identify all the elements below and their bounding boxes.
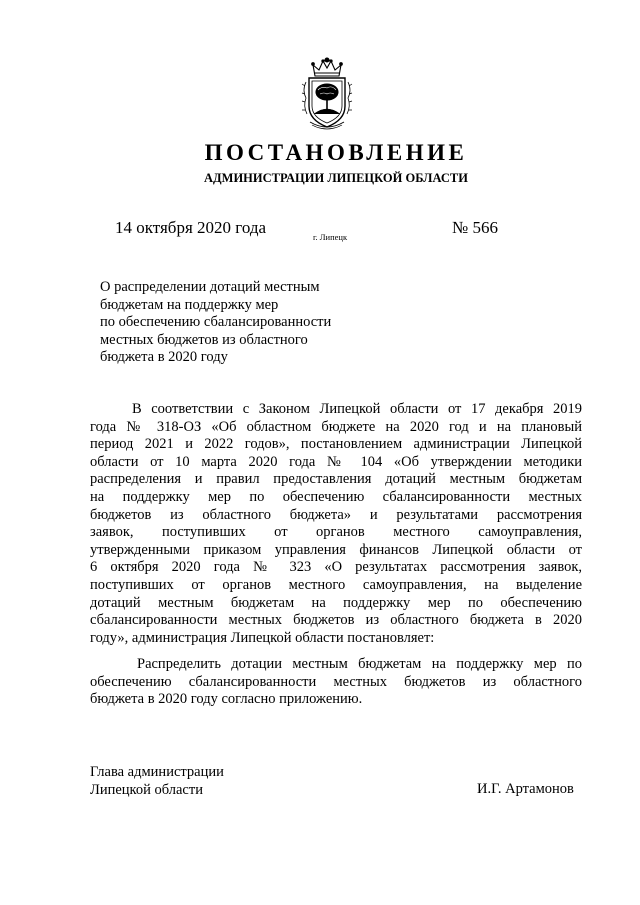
paragraph-line: поступивших от органов местного самоуправления, на выделение (90, 576, 582, 593)
paragraph-line: Распределить дотации местным бюджетам на поддержку мер по (137, 656, 582, 672)
document-date: 14 октября 2020 года (115, 218, 267, 237)
paragraph-line: В соответствии с Законом Липецкой области от 17 декабря 2019 (132, 401, 582, 417)
document-city: г. Липецк (313, 232, 348, 242)
subject-line: бюджетам на поддержку мер (100, 296, 279, 313)
document-number: № 566 (452, 218, 498, 237)
signature-position-line: Глава администрации (90, 764, 224, 780)
page-subtitle: АДМИНИСТРАЦИИ ЛИПЕЦКОЙ ОБЛАСТИ (204, 171, 468, 185)
document-subject (100, 279, 331, 367)
paragraph-line: период 2021 и 2022 годов», постановлением администрации Липецкой (90, 436, 582, 453)
paragraph-line: 6 октября 2020 года № 323 «О результатах рассмотрения заявок, (90, 559, 582, 576)
paragraph-line: области от 10 марта 2020 года № 104 «Об утверждении методики (90, 453, 582, 470)
signature-position-line: Липецкой области (90, 781, 203, 798)
paragraph-line: бюджета в 2020 году согласно приложению. (90, 691, 363, 708)
page-title: ПОСТАНОВЛЕНИЕ (204, 140, 468, 165)
paragraph-line: года № 318-ОЗ «Об областном бюджете на 2020 год и на плановый (90, 418, 582, 435)
body-paragraph-resolution (90, 656, 582, 709)
paragraph-line: году», администрация Липецкой области постановляет: (90, 629, 435, 646)
paragraph-line: обеспечению сбалансированности местных бюджетов из областного (90, 673, 582, 690)
signature-position (90, 764, 224, 799)
paragraph-line: заявок, поступивших от органов местного самоуправления, (90, 524, 582, 541)
subject-line: бюджета в 2020 году (100, 349, 228, 366)
signature-name: И.Г. Артамонов (477, 781, 574, 797)
paragraph-line: утвержденными приказом управления финансов Липецкой области от (90, 541, 582, 558)
paragraph-line: бюджетов из областного бюджета» и результатами рассмотрения (90, 506, 582, 523)
paragraph-line: сбалансированности местных бюджетов из областного бюджета в 2020 (90, 612, 582, 629)
paragraph-line: дотаций местным бюджетам на поддержку мер по обеспечению (90, 594, 582, 611)
paragraph-line: на поддержку мер по обеспечению сбалансированности местных (90, 488, 582, 505)
subject-line: местных бюджетов из областного (100, 331, 308, 348)
lipetsk-coat-of-arms-icon (296, 56, 358, 130)
subject-line: по обеспечению сбалансированности (100, 314, 332, 331)
paragraph-line: распределения и правил предоставления дотаций местным бюджетам (90, 471, 582, 488)
subject-line: О распределении дотаций местным (100, 279, 320, 295)
body-paragraph-preamble (90, 401, 582, 647)
